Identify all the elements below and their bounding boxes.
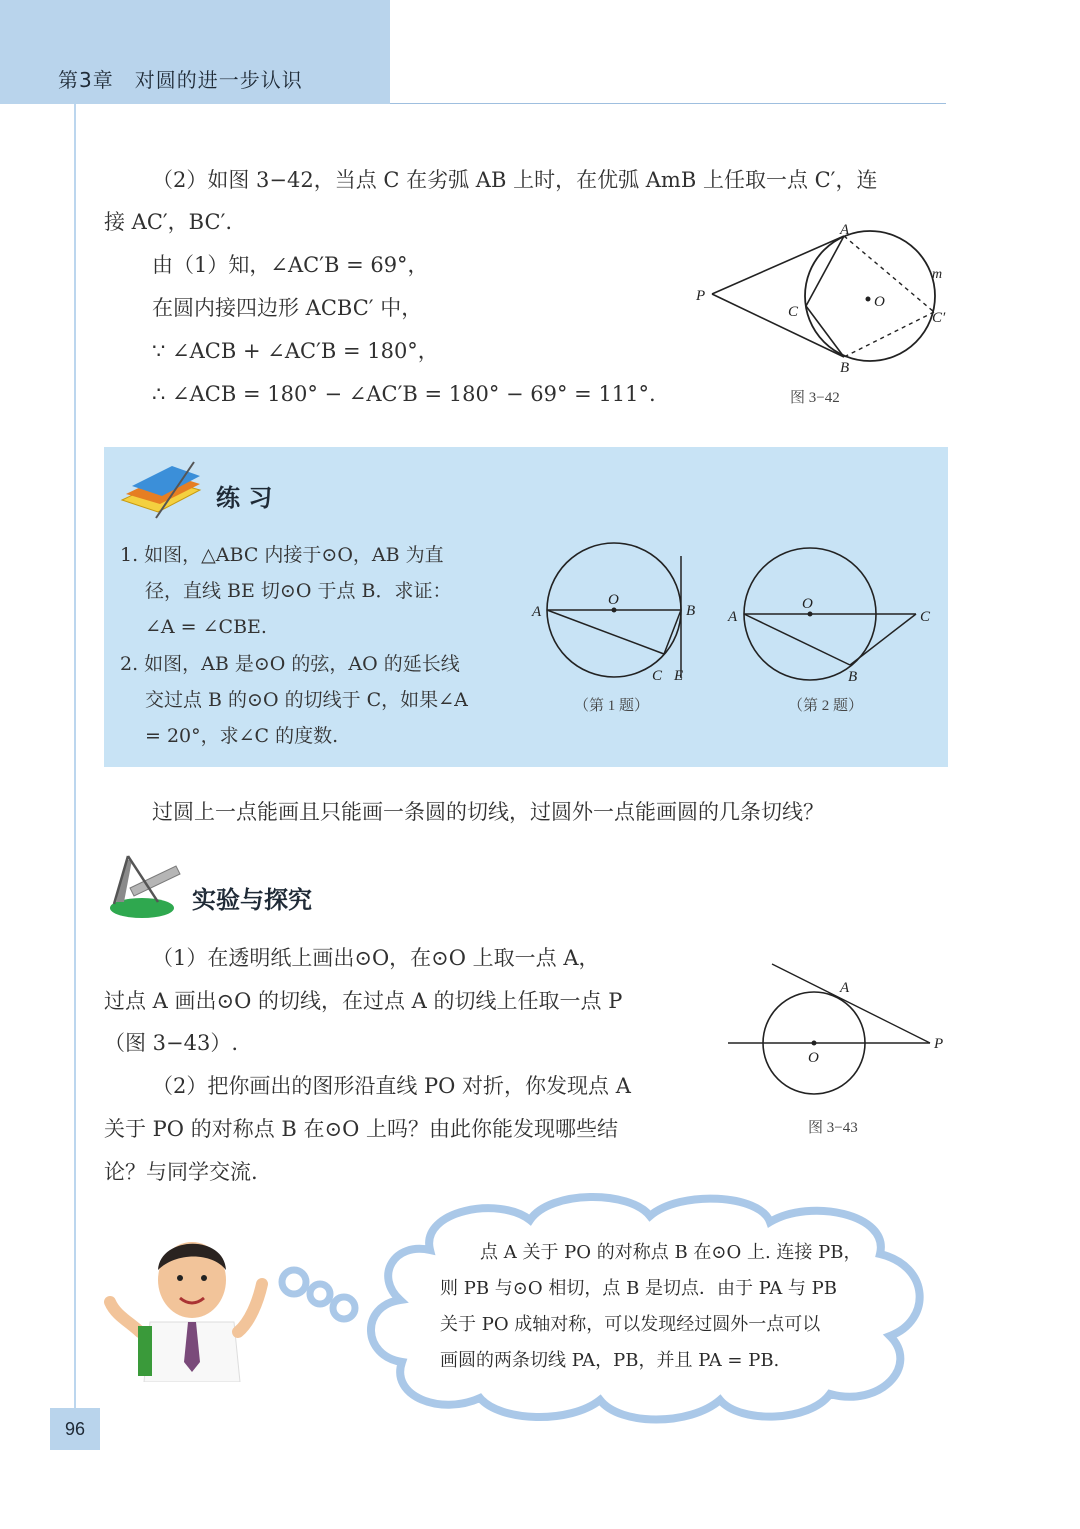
part2-line2: 接 AC′，BC′.	[104, 210, 233, 234]
fig343-label-p: P	[934, 1036, 944, 1052]
chapter-title: 第3章 对圆的进一步认识	[58, 68, 303, 92]
fig343-label-a: A	[840, 980, 850, 996]
exercise-q2-line3: = 20°，求∠C 的度数.	[145, 725, 339, 747]
fig342-label-c-prime: C′	[932, 310, 946, 326]
fig343-label-o: O	[808, 1050, 819, 1066]
cloud-line2: 则 PB 与⊙O 相切，点 B 是切点．由于 PA 与 PB	[440, 1278, 837, 1299]
fig1-label-o: O	[608, 592, 619, 608]
part2-line6: ∴ ∠ACB = 180° − ∠AC′B = 180° − 69° = 111°.	[152, 382, 656, 406]
cloud-line1: 点 A 关于 PO 的对称点 B 在⊙O 上. 连接 PB，	[480, 1242, 862, 1263]
experiment-p1-line2: 过点 A 画出⊙O 的切线，在过点 A 的切线上任取一点 P	[104, 989, 623, 1013]
part2-line5: ∵ ∠ACB + ∠AC′B = 180°，	[152, 339, 439, 363]
experiment-p1-line3: （图 3−43）.	[104, 1031, 239, 1055]
figure-3-43	[724, 960, 954, 1100]
fig2-label-b: B	[848, 669, 858, 685]
fig1-label-b: B	[686, 603, 696, 619]
exercise-figure-2-caption: （第 2 题）	[788, 698, 864, 714]
experiment-p2-line3: 论？与同学交流.	[104, 1160, 258, 1184]
part2-line1: （2）如图 3−42，当点 C 在劣弧 AB 上时，在优弧 AmB 上任取一点 C′，连	[152, 168, 878, 192]
exercise-q1-line2: 径，直线 BE 切⊙O 于点 B．求证：	[145, 580, 452, 602]
experiment-p2-line1: （2）把你画出的图形沿直线 PO 对折，你发现点 A	[152, 1074, 631, 1098]
fig342-label-o: O	[874, 294, 885, 310]
part2-line3: 由（1）知，∠AC′B = 69°，	[152, 253, 429, 277]
fig1-label-a: A	[532, 604, 542, 620]
cloud-line3: 关于 PO 成轴对称，可以发现经过圆外一点可以	[440, 1314, 821, 1335]
exercise-q2-line1: 2. 如图，AB 是⊙O 的弦，AO 的延长线	[120, 653, 460, 675]
books-icon	[116, 460, 206, 522]
experiment-title: 实验与探究	[192, 886, 312, 914]
figure-3-42-caption: 图 3−42	[790, 390, 840, 406]
part2-line4: 在圆内接四边形 ACBC′ 中，	[152, 296, 423, 320]
cloud-line4: 画圆的两条切线 PA，PB，并且 PA = PB.	[440, 1350, 780, 1371]
fig1-label-c: C	[652, 668, 663, 684]
exercise-figure-1	[526, 538, 706, 688]
compass-ruler-icon	[102, 852, 184, 922]
tangent-question: 过圆上一点能画且只能画一条圆的切线，过圆外一点能画圆的几条切线？	[152, 800, 824, 824]
exercise-q1-line1: 1. 如图，△ABC 内接于⊙O，AB 为直	[120, 544, 444, 566]
margin-rule	[74, 104, 76, 1414]
thought-cloud	[270, 1190, 950, 1430]
fig1-label-e: E	[674, 668, 684, 684]
exercise-q1-line3: ∠A = ∠CBE.	[145, 616, 267, 638]
experiment-p1-line1: （1）在透明纸上画出⊙O，在⊙O 上取一点 A，	[152, 946, 600, 970]
fig342-label-c: C	[788, 304, 799, 320]
fig342-label-b: B	[840, 360, 850, 376]
fig342-label-p: P	[696, 288, 706, 304]
figure-3-43-caption: 图 3−43	[808, 1120, 858, 1136]
exercise-figure-2	[722, 538, 942, 688]
fig2-label-o: O	[802, 596, 813, 612]
experiment-p2-line2: 关于 PO 的对称点 B 在⊙O 上吗？由此你能发现哪些结	[104, 1117, 618, 1141]
header-rule	[390, 103, 946, 104]
student-illustration	[100, 1222, 280, 1382]
fig342-label-a: A	[840, 222, 850, 238]
fig342-label-m: m	[932, 267, 943, 282]
exercise-title: 练 习	[216, 484, 273, 512]
page-number: 96	[64, 1419, 86, 1439]
fig2-label-a: A	[728, 609, 738, 625]
fig2-label-c: C	[920, 609, 931, 625]
exercise-figure-1-caption: （第 1 题）	[574, 698, 650, 714]
exercise-q2-line2: 交过点 B 的⊙O 的切线于 C，如果∠A	[145, 689, 468, 711]
figure-3-42	[690, 222, 960, 382]
